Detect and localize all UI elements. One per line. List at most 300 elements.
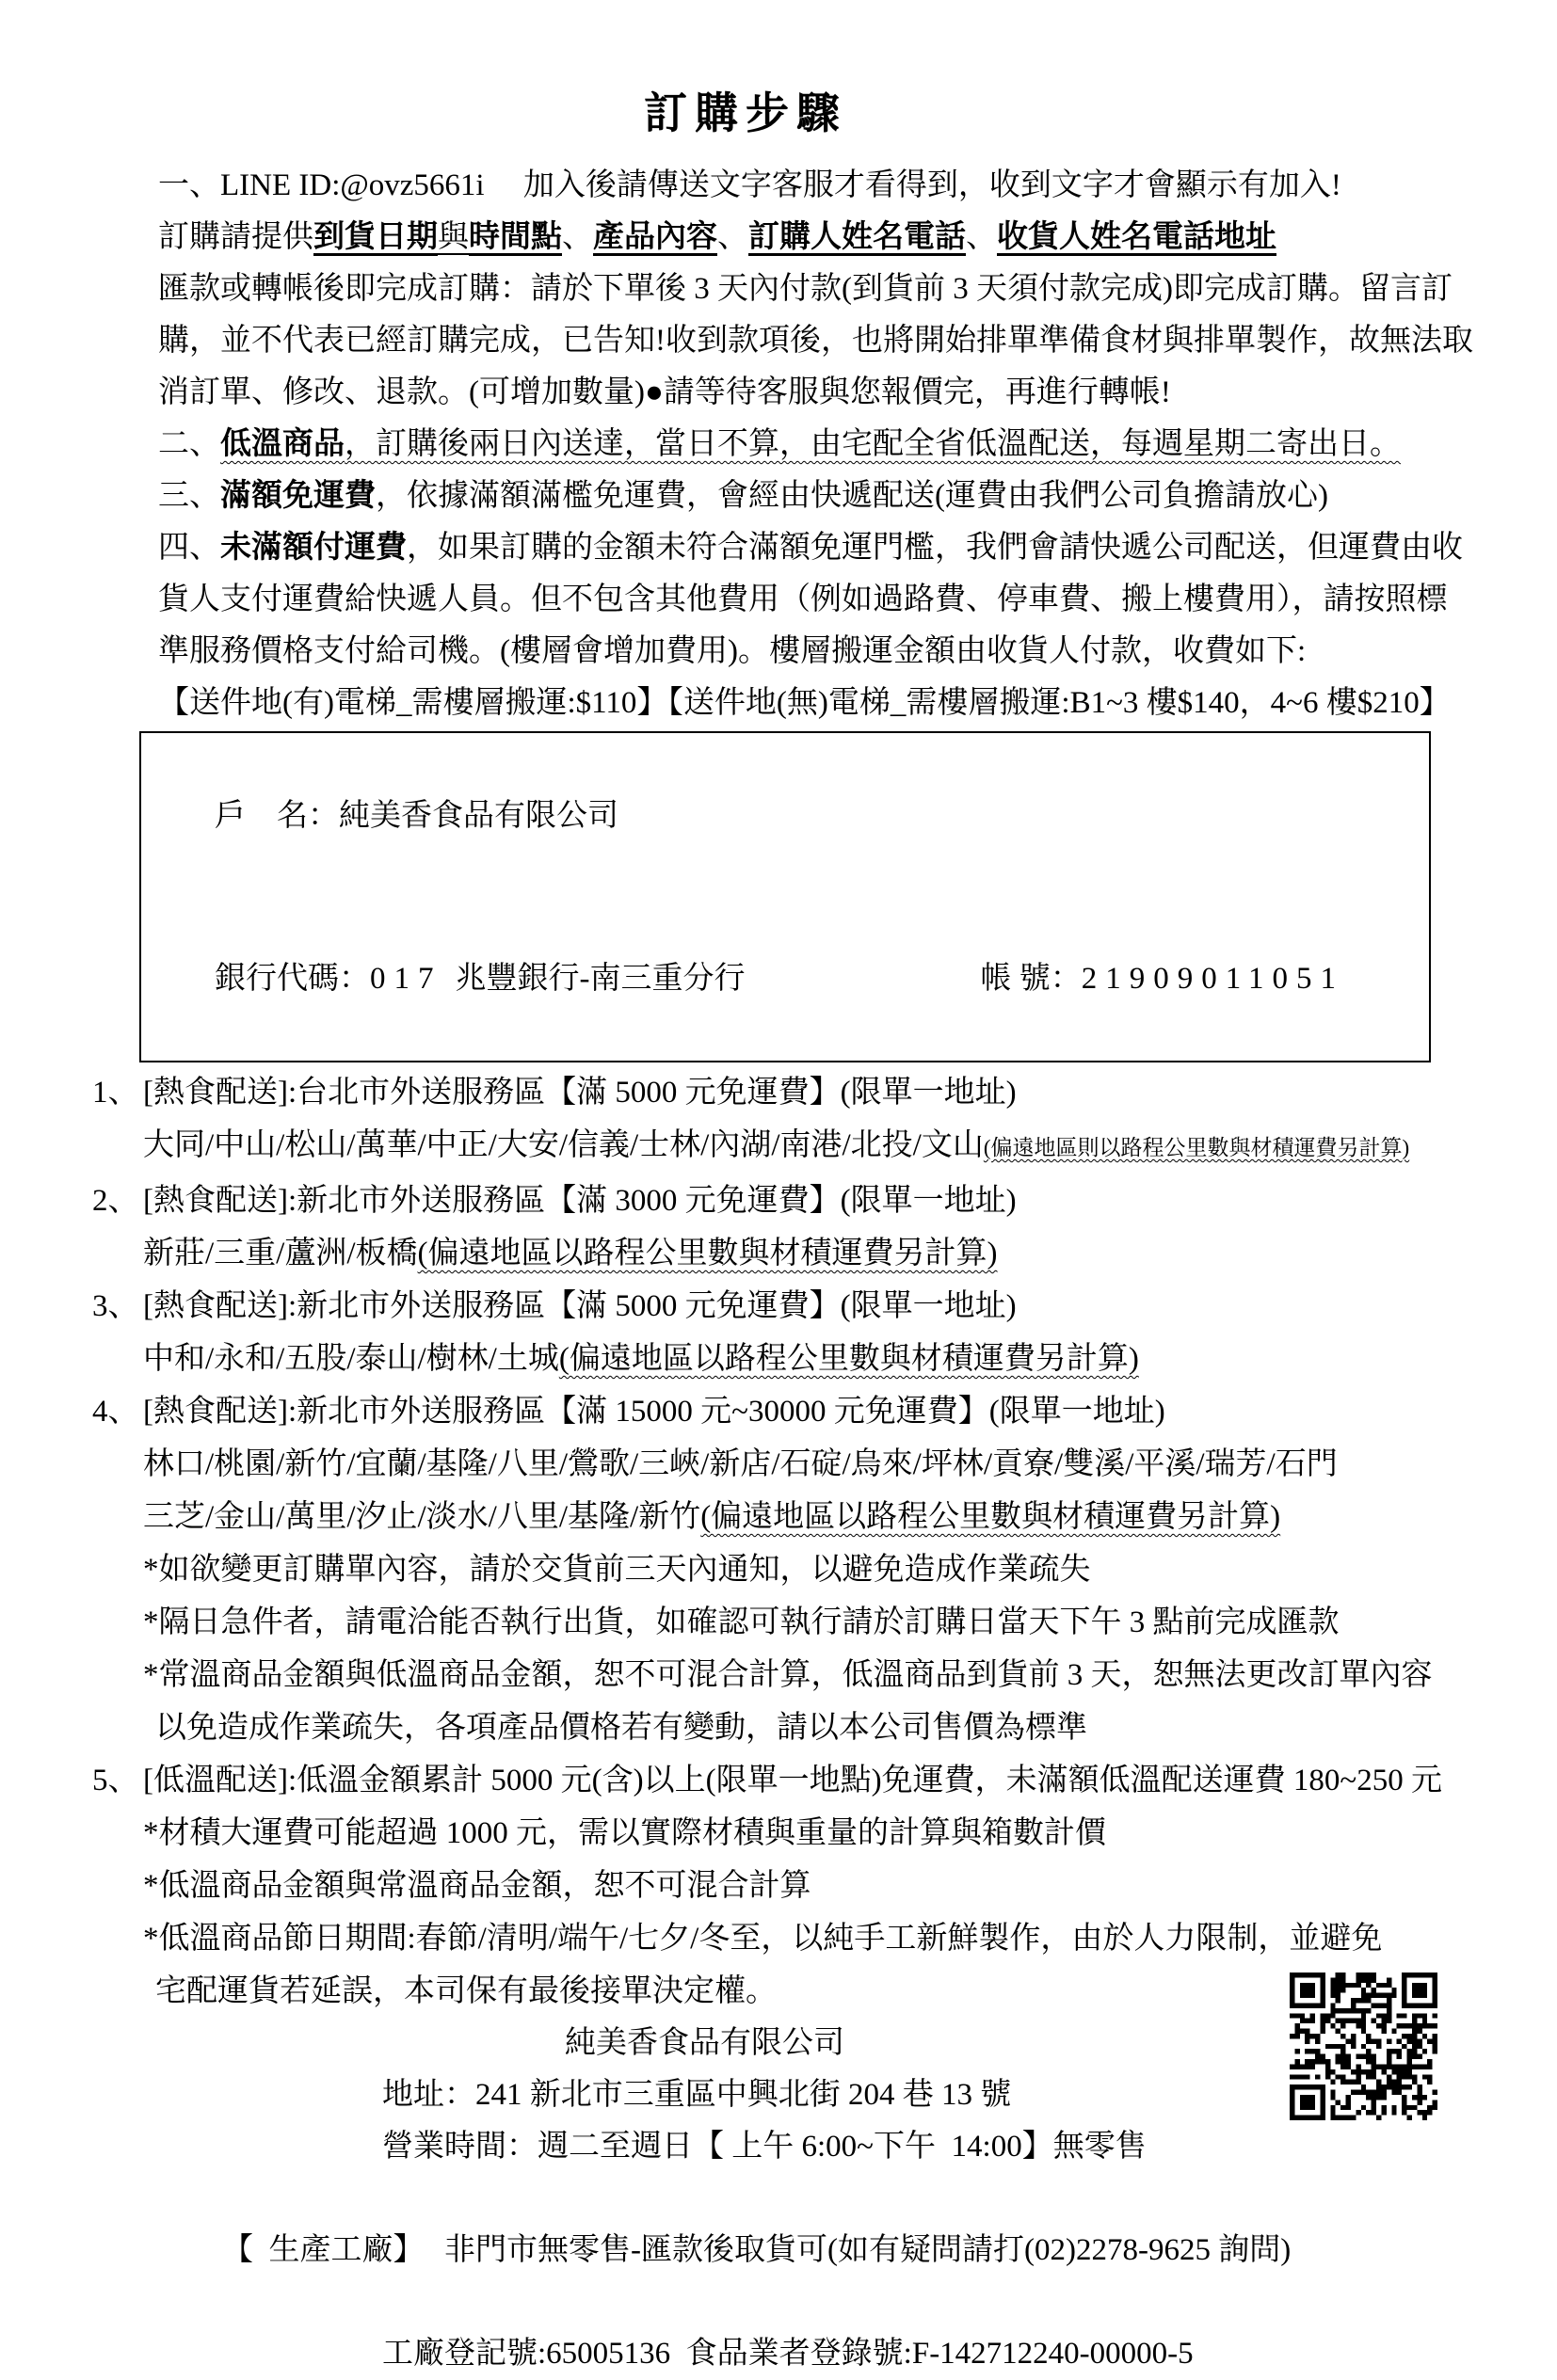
qr-module [1402, 2100, 1406, 2104]
qr-module [1433, 2100, 1437, 2104]
qr-module [1372, 2100, 1376, 2104]
qr-module [1336, 2074, 1340, 2079]
qr-module [1294, 2059, 1299, 2064]
qr-module [1372, 2038, 1376, 2043]
qr-module [1290, 2034, 1294, 2038]
qr-module [1325, 2069, 1330, 2074]
text-segment: *材積大運費可能超過 1000 元，需以實際材積與重量的計算與箱數計價 [143, 1816, 1106, 1850]
text-line [0, 1543, 1557, 1596]
qr-module [1366, 2110, 1371, 2115]
qr-module [1351, 1998, 1356, 2003]
text-line [0, 160, 1557, 212]
qr-module [1433, 2038, 1437, 2043]
text-segment: 以免造成作業疏失，各項產品價格若有變動，請以本公司售價為標準 [155, 1711, 1087, 1745]
qr-module [1300, 2019, 1305, 2023]
text-segment: (偏遠地區以路程公里數與材積運費另計算) [417, 1237, 998, 1270]
qr-module [1340, 1983, 1345, 1988]
qr-module [1315, 2049, 1320, 2053]
qr-module [1361, 2029, 1366, 2034]
qr-module [1381, 2095, 1386, 2100]
qr-module [1412, 2023, 1417, 2028]
qr-module [1361, 2054, 1366, 2059]
qr-module [1376, 2090, 1381, 2095]
qr-module [1387, 2059, 1391, 2064]
qr-module [1346, 2008, 1351, 2013]
qr-module [1422, 2116, 1427, 2120]
qr-module [1351, 2044, 1356, 2049]
bank-code-label: 銀行代碼： [215, 962, 370, 996]
footer-company-name: 純美香食品有限公司 [565, 2026, 844, 2060]
qr-module [1427, 2038, 1432, 2043]
qr-module [1356, 1983, 1360, 1988]
qr-module [1366, 2059, 1371, 2064]
qr-module [1346, 2105, 1351, 2110]
text-line [0, 1596, 1557, 1649]
qr-module [1356, 2019, 1360, 2023]
qr-module [1330, 2110, 1335, 2115]
text-segment: ，訂購後兩日內送達，當日不算，由宅配全省低溫配送，每週星期二寄出日。 [345, 427, 1401, 461]
qr-module [1366, 2095, 1371, 2100]
qr-module [1372, 2059, 1376, 2064]
text-segment: 低溫商品 [220, 427, 345, 461]
text-segment: 時間點 [469, 220, 562, 254]
qr-module [1372, 2090, 1376, 2095]
text-segment: 準服務價格支付給司機。(樓層會增加費用)。樓層搬運金額由收貨人付款，收費如下: [158, 634, 1307, 668]
qr-module [1290, 2064, 1294, 2069]
qr-module [1330, 2044, 1335, 2049]
qr-module [1381, 2105, 1386, 2110]
qr-module [1422, 2049, 1427, 2053]
qr-module [1433, 2013, 1437, 2018]
qr-module [1417, 2095, 1421, 2100]
text-segment: 林口/桃園/新竹/宜蘭/基隆/八里/鶯歌/三峽/新店/石碇/烏來/坪林/貢寮/雙溪/平溪/瑞芳/石門 [143, 1447, 1338, 1481]
qr-module [1391, 1988, 1396, 1992]
text-segment: 貨人支付運費給快遞人員。但不包含其他費用（例如過路費、停車費、搬上樓費用），請按照標 [158, 583, 1448, 616]
qr-module [1381, 2090, 1386, 2095]
qr-module [1422, 2095, 1427, 2100]
qr-module [1300, 2064, 1305, 2069]
qr-module [1407, 2064, 1412, 2069]
qr-module [1381, 2013, 1386, 2018]
qr-module [1351, 2038, 1356, 2043]
qr-module [1433, 2105, 1437, 2110]
qr-module [1346, 2038, 1351, 2043]
qr-module [1433, 2023, 1437, 2028]
bank-code-value: 017 [370, 962, 442, 996]
qr-module [1356, 2023, 1360, 2028]
qr-module [1387, 2084, 1391, 2089]
qr-module [1366, 1983, 1371, 1988]
qr-module [1407, 2054, 1412, 2059]
qr-module [1417, 2110, 1421, 2115]
text-segment: [低溫配送]:低溫金額累計 5000 元(含)以上(限單一地點)免運費，未滿額低溫配送運費 180~250 元 [143, 1764, 1442, 1797]
text-line [0, 1438, 1557, 1491]
qr-module [1315, 2034, 1320, 2038]
qr-module [1407, 2049, 1412, 2053]
qr-module [1356, 1973, 1360, 1977]
document-page [0, 89, 1557, 2371]
text-segment: 大同/中山/松山/萬華/中正/大安/信義/士林/內湖/南港/北投/文山 [143, 1128, 984, 1162]
text-line [0, 1119, 1557, 1174]
qr-module [1366, 2069, 1371, 2074]
text-segment: 消訂單、修改、退款。(可增加數量)●請等待客服與您報價完，再進行轉帳! [158, 375, 1171, 409]
text-line [0, 212, 1557, 264]
qr-module [1325, 2074, 1330, 2079]
qr-module [1372, 1993, 1376, 1998]
qr-module [1381, 2064, 1386, 2069]
qr-module [1366, 2034, 1371, 2038]
qr-module [1391, 2110, 1396, 2115]
text-line [0, 471, 1557, 522]
text-segment: 產品內容 [593, 220, 717, 254]
account-name-label: 戶 名： [215, 799, 339, 833]
qr-module [1427, 2074, 1432, 2079]
text-segment: 購，並不代表已經訂購完成，已告知!收到款項後，也將開始排單準備食材與排單製作，故無法取 [158, 324, 1473, 358]
text-segment: (偏遠地區以路程公里數與材積運費另計算) [558, 1342, 1139, 1376]
qr-module [1315, 2054, 1320, 2059]
qr-module [1407, 2116, 1412, 2120]
qr-module [1356, 2074, 1360, 2079]
qr-module [1346, 2080, 1351, 2084]
qr-module [1397, 2090, 1402, 2095]
qr-code-icon [1290, 1973, 1437, 2120]
qr-module [1340, 1988, 1345, 1992]
qr-module [1361, 2084, 1366, 2089]
qr-module [1305, 2029, 1309, 2034]
qr-module [1310, 2019, 1315, 2023]
text-line [0, 367, 1557, 419]
text-line [0, 522, 1557, 574]
qr-module [1433, 2049, 1437, 2053]
qr-module [1361, 2090, 1366, 2095]
text-segment: 到貨日期 [313, 220, 438, 254]
qr-module [1412, 2029, 1417, 2034]
qr-module [1336, 1977, 1340, 1982]
qr-module [1294, 2049, 1299, 2053]
qr-module [1391, 2084, 1396, 2089]
qr-module [1336, 2029, 1340, 2034]
qr-module [1351, 2008, 1356, 2013]
qr-module [1402, 2095, 1406, 2100]
qr-module [1310, 2034, 1315, 2038]
qr-module [1346, 2054, 1351, 2059]
qr-module [1310, 2049, 1315, 2053]
qr-module [1361, 1973, 1366, 1977]
qr-module [1310, 2064, 1315, 2069]
qr-module [1387, 2008, 1391, 2013]
qr-module [1340, 2080, 1345, 2084]
qr-module [1336, 1973, 1340, 1977]
qr-module [1305, 2034, 1309, 2038]
qr-module [1422, 2019, 1427, 2023]
text-segment: *如欲變更訂購單內容，請於交貨前三天內通知，以避免造成作業疏失 [143, 1553, 1091, 1587]
qr-module [1427, 2110, 1432, 2115]
qr-module [1336, 2116, 1340, 2120]
qr-module [1320, 2029, 1324, 2034]
qr-module [1402, 2013, 1406, 2018]
text-segment: 、 [562, 220, 593, 254]
qr-module [1412, 2019, 1417, 2023]
qr-module [1417, 2013, 1421, 2018]
qr-module [1300, 2095, 1315, 2110]
qr-module [1305, 2064, 1309, 2069]
qr-module [1407, 2038, 1412, 2043]
qr-module [1300, 2029, 1305, 2034]
footer-address: 地址：241 新北市三重區中興北街 204 巷 13 號 [382, 2078, 1012, 2112]
intro-section [0, 160, 1557, 729]
text-segment: 一、LINE ID:@ovz5661i 加入後請傳送文字客服才看得到，收到文字才會顯示有加入! [158, 168, 1341, 202]
qr-module [1397, 2049, 1402, 2053]
qr-module [1346, 2019, 1351, 2023]
qr-module [1351, 2080, 1356, 2084]
qr-module [1351, 2034, 1356, 2038]
footer-business-hours: 營業時間：週二至週日【 上午 6:00~下午 14:00】無零售 [382, 2130, 1147, 2164]
qr-module [1294, 2034, 1299, 2038]
qr-module [1417, 2090, 1421, 2095]
qr-module [1340, 2105, 1345, 2110]
qr-module [1351, 2116, 1356, 2120]
qr-module [1387, 2054, 1391, 2059]
qr-module [1387, 2064, 1391, 2069]
bank-account-number-line [152, 902, 1429, 1057]
qr-module [1366, 2038, 1371, 2043]
text-line [0, 1227, 1557, 1280]
qr-module [1366, 2090, 1371, 2095]
qr-module [1412, 2038, 1417, 2043]
footer-factory-line [0, 2173, 1557, 2328]
qr-module [1305, 2074, 1309, 2079]
qr-module [1320, 2059, 1324, 2064]
qr-module [1433, 2044, 1437, 2049]
qr-module [1372, 2110, 1376, 2115]
qr-module [1336, 2044, 1340, 2049]
qr-module [1330, 2090, 1335, 2095]
qr-module [1412, 1983, 1427, 1998]
qr-module [1366, 2074, 1371, 2079]
qr-module [1300, 2074, 1305, 2079]
qr-module [1381, 2023, 1386, 2028]
qr-module [1372, 1988, 1376, 1992]
qr-module [1351, 2019, 1356, 2023]
footer-registration: 工廠登記號:65005136 食品業者登錄號:F-142712240-00000-5 [382, 2337, 1194, 2371]
qr-module [1376, 2080, 1381, 2084]
qr-module [1330, 1993, 1335, 1998]
qr-module [1361, 2023, 1366, 2028]
text-line [0, 264, 1557, 315]
text-line [0, 1912, 1557, 1965]
qr-module [1330, 2105, 1335, 2110]
text-segment: 新莊/三重/蘆洲/板橋 [143, 1237, 418, 1270]
account-name-value: 純美香食品有限公司 [339, 799, 618, 833]
qr-module [1387, 2038, 1391, 2043]
item-marker: 1、 [92, 1076, 139, 1110]
qr-module [1417, 2038, 1421, 2043]
text-segment: [熱食配送]:新北市外送服務區【滿 3000 元免運費】(限單一地址) [143, 1184, 1017, 1218]
qr-module [1391, 2090, 1396, 2095]
bank-branch-name: 兆豐銀行-南三重分行 [455, 962, 746, 996]
qr-module [1397, 2074, 1402, 2079]
text-segment: 二、 [158, 427, 220, 461]
qr-module [1387, 1993, 1391, 1998]
qr-module [1336, 2054, 1340, 2059]
qr-module [1417, 2029, 1421, 2034]
qr-module [1340, 2059, 1345, 2064]
qr-module [1391, 2064, 1396, 2069]
qr-module [1372, 2054, 1376, 2059]
qr-module [1417, 2023, 1421, 2028]
qr-module [1381, 2069, 1386, 2074]
qr-module [1336, 1983, 1340, 1988]
qr-module [1407, 2023, 1412, 2028]
text-segment: *低溫商品金額與常溫商品金額，恕不可混合計算 [143, 1869, 811, 1903]
qr-module [1422, 2110, 1427, 2115]
qr-module [1397, 2013, 1402, 2018]
qr-module [1402, 2084, 1406, 2089]
qr-module [1412, 2044, 1417, 2049]
item-marker: 3、 [92, 1289, 139, 1323]
qr-module [1340, 2023, 1345, 2028]
qr-module [1387, 1977, 1391, 1982]
qr-module [1402, 2069, 1406, 2074]
qr-module [1412, 2080, 1417, 2084]
qr-module [1422, 2013, 1427, 2018]
text-segment: *隔日急件者，請電洽能否執行出貨，如確認可執行請於訂購日當天下午 3 點前完成匯款 [143, 1605, 1340, 1639]
qr-module [1397, 2084, 1402, 2089]
text-segment: (偏遠地區則以路程公里數與材積運費另計算) [983, 1136, 1410, 1159]
qr-module [1397, 2023, 1402, 2028]
qr-module [1417, 2084, 1421, 2089]
qr-module [1391, 2069, 1396, 2074]
text-segment: 收貨人姓名電話地址 [997, 220, 1276, 254]
qr-module [1397, 2080, 1402, 2084]
qr-module [1366, 1993, 1371, 1998]
qr-module [1376, 2044, 1381, 2049]
qr-module [1361, 1993, 1366, 1998]
qr-module [1300, 1983, 1315, 1998]
qr-module [1387, 2074, 1391, 2079]
qr-module [1402, 2023, 1406, 2028]
qr-module [1340, 2019, 1345, 2023]
text-segment: 訂購人姓名電話 [748, 220, 966, 254]
text-segment: 與 [438, 220, 469, 254]
qr-module [1422, 2074, 1427, 2079]
qr-module [1361, 2019, 1366, 2023]
qr-module [1340, 2034, 1345, 2038]
qr-module [1330, 2116, 1335, 2120]
qr-module [1340, 2116, 1345, 2120]
qr-module [1402, 2044, 1406, 2049]
qr-module [1397, 2038, 1402, 2043]
qr-module [1361, 2044, 1366, 2049]
text-line [0, 626, 1557, 678]
qr-module [1356, 2080, 1360, 2084]
qr-module [1294, 2013, 1299, 2018]
qr-module [1325, 2059, 1330, 2064]
qr-module [1376, 1993, 1381, 1998]
qr-module [1294, 2029, 1299, 2034]
qr-module [1361, 1988, 1366, 1992]
qr-module [1336, 2008, 1340, 2013]
qr-module [1315, 2074, 1320, 2079]
qr-module [1356, 2064, 1360, 2069]
qr-module [1376, 2116, 1381, 2120]
qr-module [1356, 2110, 1360, 2115]
qr-module [1391, 1993, 1396, 1998]
qr-module [1320, 2054, 1324, 2059]
text-segment: *低溫商品節日期間:春節/清明/端午/七夕/冬至，以純手工新鮮製作，由於人力限制，並避免 [143, 1922, 1383, 1956]
qr-module [1361, 1977, 1366, 1982]
qr-module [1402, 2105, 1406, 2110]
qr-module [1320, 2019, 1324, 2023]
qr-module [1372, 1973, 1376, 1977]
qr-module [1372, 2003, 1376, 2007]
qr-module [1361, 2008, 1366, 2013]
qr-module [1336, 2019, 1340, 2023]
qr-module [1315, 2038, 1320, 2043]
qr-module [1330, 2095, 1335, 2100]
text-segment: 滿額免運費 [220, 479, 376, 513]
qr-module [1376, 1983, 1381, 1988]
qr-module [1376, 2013, 1381, 2018]
qr-module [1376, 2064, 1381, 2069]
text-segment: 【送件地(有)電梯_需樓層搬運:$110】【送件地(無)電梯_需樓層搬運:B1~3 樓$140，4~6 樓$210】 [158, 686, 1451, 720]
text-segment: 四、 [158, 531, 220, 565]
qr-module [1381, 2084, 1386, 2089]
account-number-value: 21909011051 [1081, 962, 1345, 996]
qr-module [1391, 2080, 1396, 2084]
qr-module [1412, 2095, 1417, 2100]
qr-module [1330, 2023, 1335, 2028]
qr-module [1366, 1973, 1371, 1977]
qr-module [1427, 2080, 1432, 2084]
qr-module [1366, 2054, 1371, 2059]
qr-module [1402, 2110, 1406, 2115]
qr-module [1340, 2054, 1345, 2059]
qr-module [1361, 1998, 1366, 2003]
qr-module [1310, 2013, 1315, 2018]
qr-module [1356, 2090, 1360, 2095]
qr-module [1325, 2064, 1330, 2069]
qr-module [1407, 2105, 1412, 2110]
qr-module [1340, 2008, 1345, 2013]
qr-module [1417, 2054, 1421, 2059]
qr-module [1290, 2013, 1294, 2018]
qr-module [1356, 2008, 1360, 2013]
qr-module [1372, 2069, 1376, 2074]
qr-module [1372, 2064, 1376, 2069]
text-segment: (偏遠地區以路程公里數與材積運費另計算) [700, 1500, 1281, 1534]
qr-module [1412, 2049, 1417, 2053]
qr-module [1372, 2074, 1376, 2079]
qr-module [1330, 2069, 1335, 2074]
qr-module [1412, 2064, 1417, 2069]
qr-module [1361, 2013, 1366, 2018]
qr-module [1427, 2023, 1432, 2028]
qr-module [1325, 2019, 1330, 2023]
qr-module [1412, 2074, 1417, 2079]
text-segment: 匯款或轉帳後即完成訂購：請於下單後 3 天內付款(到貨前 3 天須付款完成)即完成訂購。留言訂 [158, 272, 1453, 306]
qr-module [1356, 2069, 1360, 2074]
text-line [0, 678, 1557, 729]
qr-module [1290, 2074, 1294, 2079]
qr-module [1387, 2013, 1391, 2018]
qr-module [1376, 2023, 1381, 2028]
qr-module [1427, 2059, 1432, 2064]
qr-module [1412, 2034, 1417, 2038]
qr-module [1422, 2023, 1427, 2028]
qr-module [1330, 2013, 1335, 2018]
qr-module [1336, 1993, 1340, 1998]
